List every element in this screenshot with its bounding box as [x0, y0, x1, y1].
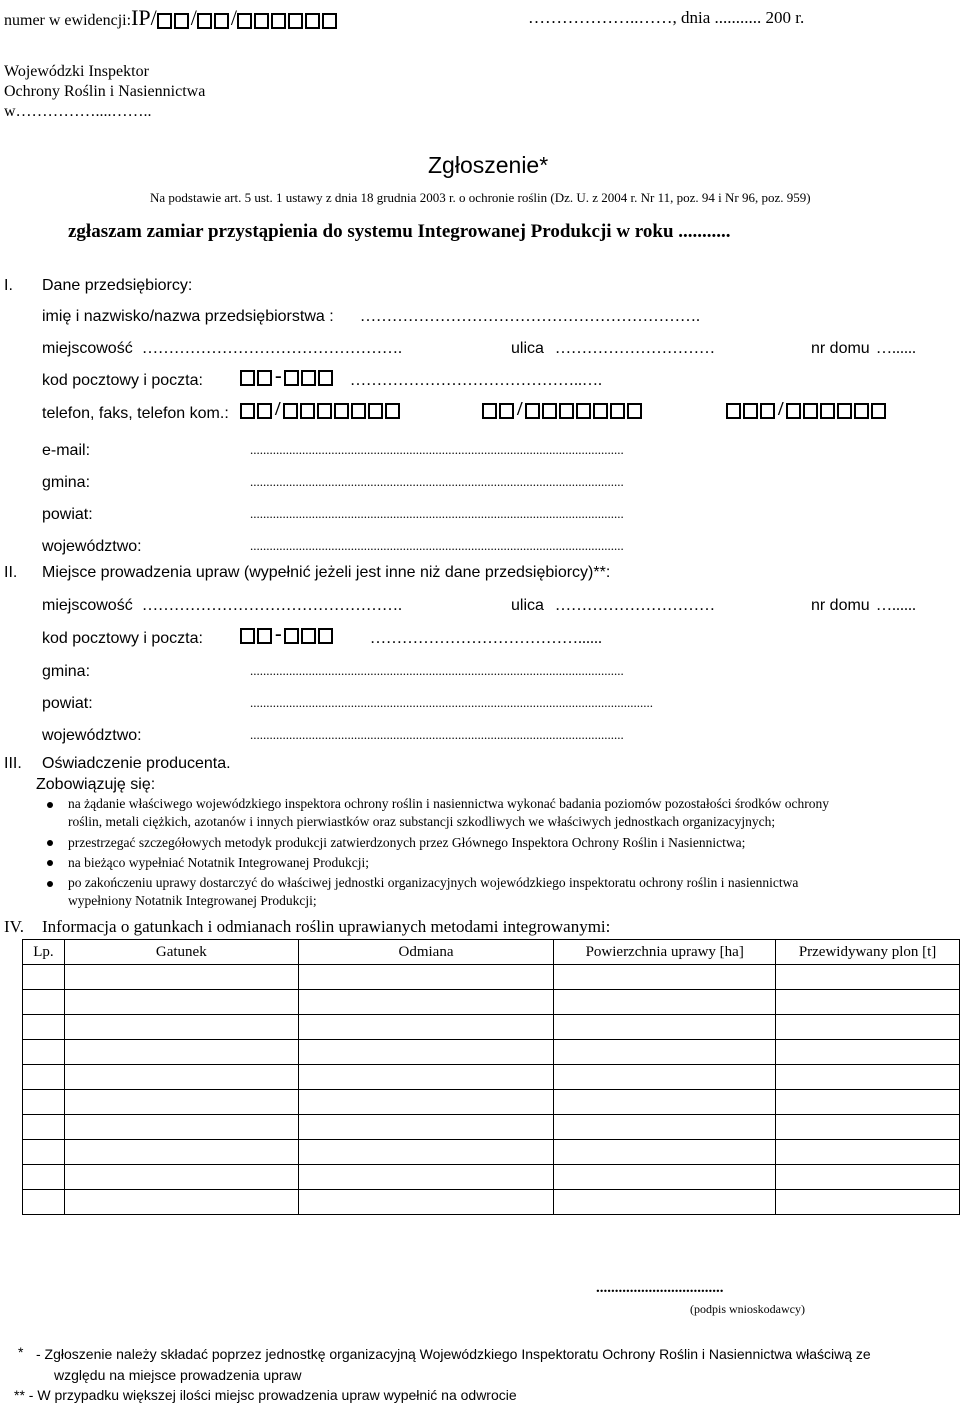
table-cell[interactable] — [776, 1190, 960, 1215]
table-cell[interactable] — [554, 1190, 776, 1215]
bullet-icon — [47, 802, 53, 808]
table-cell[interactable] — [554, 965, 776, 990]
gmina-label: gmina: — [42, 474, 91, 491]
table-cell[interactable] — [64, 1165, 298, 1190]
addressee-line2: Ochrony Roślin i Nasiennictwa — [4, 83, 206, 100]
voivodeship-label: województwo: — [42, 538, 142, 555]
evidence-boxes-3[interactable] — [237, 13, 339, 29]
table-cell[interactable] — [776, 1115, 960, 1140]
voivodeship-field[interactable]: ................................................................................................................... — [250, 538, 624, 553]
table-cell[interactable] — [64, 1115, 298, 1140]
col-species: Gatunek — [64, 940, 298, 965]
table-row — [23, 1140, 960, 1165]
table-cell[interactable] — [64, 1040, 298, 1065]
table-row — [23, 1040, 960, 1065]
table-cell[interactable] — [776, 965, 960, 990]
table-cell[interactable] — [23, 990, 65, 1015]
table-cell[interactable] — [23, 1090, 65, 1115]
evidence-boxes-1[interactable] — [157, 13, 191, 29]
table-cell[interactable] — [554, 1140, 776, 1165]
table-cell[interactable] — [554, 990, 776, 1015]
footnote1: - Zgłoszenie należy składać poprzez jednostkę organizacyjną Wojewódzkiego Inspektoratu Ochrony Roślin i Nasiennictwa właściwą ze względu na miejsce prowadzenia upraw — [36, 1346, 871, 1383]
table-row — [23, 1090, 960, 1115]
table-cell[interactable] — [23, 1190, 65, 1215]
table-cell[interactable] — [298, 1040, 554, 1065]
col-lp: Lp. — [23, 940, 65, 965]
table-cell[interactable] — [776, 1040, 960, 1065]
town-label: miejscowość — [42, 340, 133, 357]
town-field[interactable]: …………………………………………. — [142, 340, 402, 357]
table-cell[interactable] — [776, 1015, 960, 1040]
page-title: Zgłoszenie* — [428, 152, 549, 178]
footnote1-mark: * — [18, 1344, 24, 1360]
table-row — [23, 1065, 960, 1090]
email-field[interactable]: ................................................................................................................... — [250, 442, 624, 457]
powiat2-field[interactable]: ............................................................................................................................ — [250, 695, 653, 710]
col-yield: Przewidywany plon [t] — [776, 940, 960, 965]
addressee — [4, 62, 205, 122]
gmina2-field[interactable]: ................................................................................................................... — [250, 663, 624, 678]
town2-label: miejscowość — [42, 597, 133, 614]
powiat-label: powiat: — [42, 506, 93, 523]
house2-field[interactable]: …...... — [876, 597, 916, 614]
table-row — [23, 1115, 960, 1140]
table-row — [23, 1190, 960, 1215]
evidence-number: numer w ewidencji:IP/ / / — [4, 6, 339, 33]
bullet-icon — [47, 881, 53, 887]
table-row — [23, 1015, 960, 1040]
table-cell[interactable] — [64, 965, 298, 990]
town2-field[interactable]: …………………………………………. — [142, 597, 402, 614]
table-cell[interactable] — [23, 1065, 65, 1090]
table-header-row — [23, 940, 960, 965]
house2-label: nr domu — [811, 597, 870, 614]
powiat-field[interactable]: ................................................................................................................... — [250, 506, 624, 521]
section1-number: I. — [4, 277, 13, 294]
table-row — [23, 965, 960, 990]
table-row — [23, 1165, 960, 1190]
footnote2: ** - W przypadku większej ilości miejsc prowadzenia upraw wypełnić na odwrocie — [14, 1387, 517, 1403]
table-cell[interactable] — [298, 965, 554, 990]
section4-heading: Informacja o gatunkach i odmianach roślin uprawianych metodami integrowanymi: — [42, 917, 611, 936]
declaration: zgłaszam zamiar przystąpienia do systemu Integrowanej Produkcji w roku ........... — [68, 221, 731, 242]
table-cell[interactable] — [23, 1015, 65, 1040]
table-cell[interactable] — [23, 1040, 65, 1065]
table-cell[interactable] — [64, 990, 298, 1015]
table-cell[interactable] — [298, 1015, 554, 1040]
signature-caption: (podpis wnioskodawcy) — [690, 1302, 805, 1316]
section2-heading: Miejsce prowadzenia upraw (wypełnić jeżeli jest inne niż dane przedsiębiorcy)**: — [42, 564, 611, 581]
table-cell[interactable] — [64, 1065, 298, 1090]
evidence-label: numer w ewidencji: — [4, 12, 132, 29]
table-cell[interactable] — [64, 1015, 298, 1040]
addressee-line3[interactable]: w……………....…….. — [4, 103, 152, 120]
fax-field[interactable]: / — [482, 401, 644, 420]
street2-label: ulica — [511, 597, 544, 614]
table-cell[interactable] — [298, 1090, 554, 1115]
table-cell[interactable] — [554, 1015, 776, 1040]
table-cell[interactable] — [23, 1140, 65, 1165]
table-cell[interactable] — [298, 1190, 554, 1215]
table-cell[interactable] — [23, 1115, 65, 1140]
phone-field[interactable]: / — [240, 401, 402, 420]
table-cell[interactable] — [776, 990, 960, 1015]
mobile-field[interactable]: / — [726, 401, 888, 420]
post-office-field[interactable]: ……………………………………..…. — [350, 372, 602, 389]
table-cell[interactable] — [64, 1140, 298, 1165]
street-label: ulica — [511, 340, 544, 357]
commitment-label: Zobowiązuję się: — [36, 776, 156, 793]
gmina2-label: gmina: — [42, 663, 91, 680]
table-cell[interactable] — [298, 990, 554, 1015]
postal-code-field[interactable]: - — [240, 368, 335, 387]
post-office2-field[interactable]: …………………………………...... — [370, 630, 602, 647]
table-cell[interactable] — [554, 1165, 776, 1190]
commitment-item: na żądanie właściwego wojewódzkiego inspektora ochrony roślin i nasiennictwa wykonać badania poziomów pozostałości środków ochrony roślin, metali ciężkich, azotanów i innych pierwiastków oraz substancji szkodliwych we właściwych jednostkach organizacyjnych; — [68, 796, 830, 829]
table-cell[interactable] — [554, 1090, 776, 1115]
section3-number: III. — [4, 755, 22, 772]
section2-number: II. — [4, 564, 18, 581]
legal-basis: Na podstawie art. 5 ust. 1 ustawy z dnia 18 grudnia 2003 r. o ochronie roślin (Dz. U. z 2004 r. Nr 11, poz. 94 i Nr 96, poz. 959) — [150, 190, 811, 205]
date-line[interactable]: ………………..……, dnia ........... 200 r. — [528, 8, 805, 27]
table-cell[interactable] — [776, 1090, 960, 1115]
table-row — [23, 990, 960, 1015]
company-name-field[interactable]: ………………………………………………………. — [360, 308, 700, 325]
evidence-prefix: IP — [131, 5, 151, 30]
commitment-item: przestrzegać szczegółowych metodyk produkcji zatwierdzonych przez Głównego Inspektora Ochrony Roślin i Nasiennictwa; — [68, 835, 746, 850]
table-cell[interactable] — [64, 1190, 298, 1215]
table-cell[interactable] — [776, 1065, 960, 1090]
postal2-label: kod pocztowy i poczta: — [42, 630, 203, 647]
addressee-line1: Wojewódzki Inspektor — [4, 63, 149, 80]
bullet-icon — [47, 840, 53, 846]
commitment-item: na bieżąco wypełniać Notatnik Integrowanej Produkcji; — [68, 855, 370, 870]
table-cell[interactable] — [554, 1065, 776, 1090]
table-cell[interactable] — [298, 1115, 554, 1140]
section1-heading: Dane przedsiębiorcy: — [42, 277, 193, 294]
table-cell[interactable] — [64, 1090, 298, 1115]
table-cell[interactable] — [554, 1040, 776, 1065]
phone-label: telefon, faks, telefon kom.: — [42, 405, 229, 422]
commitment-item: po zakończeniu uprawy dostarczyć do właściwej jednostki organizacyjnych wojewódzkiego inspektoratu ochrony roślin i nasiennictwa wypełniony Notatnik Integrowanej Produkcji; — [68, 875, 799, 908]
crops-table — [22, 939, 960, 1215]
postal2-code-field[interactable]: - — [240, 626, 335, 645]
col-variety: Odmiana — [298, 940, 554, 965]
table-cell[interactable] — [298, 1165, 554, 1190]
voivodeship2-label: województwo: — [42, 727, 142, 744]
evidence-boxes-2[interactable] — [197, 13, 231, 29]
signature-field[interactable]: .................................. — [596, 1280, 724, 1296]
section3-heading: Oświadczenie producenta. — [42, 755, 231, 772]
email-label: e-mail: — [42, 442, 91, 459]
table-cell[interactable] — [776, 1165, 960, 1190]
table-cell[interactable] — [298, 1140, 554, 1165]
table-cell[interactable] — [554, 1115, 776, 1140]
street-field[interactable]: ………………………… — [555, 340, 715, 357]
section4-number: IV. — [4, 917, 24, 936]
powiat2-label: powiat: — [42, 695, 93, 712]
table-cell[interactable] — [298, 1065, 554, 1090]
gmina-field[interactable]: ................................................................................................................... — [250, 474, 624, 489]
table-cell[interactable] — [776, 1140, 960, 1165]
street2-field[interactable]: ………………………… — [555, 597, 715, 614]
bullet-icon — [47, 860, 53, 866]
voivodeship2-field[interactable]: ................................................................................................................... — [250, 727, 624, 742]
table-cell[interactable] — [23, 965, 65, 990]
house-label: nr domu — [811, 340, 870, 357]
postal-label: kod pocztowy i poczta: — [42, 372, 203, 389]
company-name-label: imię i nazwisko/nazwa przedsiębiorstwa : — [42, 308, 334, 325]
col-area: Powierzchnia uprawy [ha] — [554, 940, 776, 965]
table-cell[interactable] — [23, 1165, 65, 1190]
house-field[interactable]: …...... — [876, 340, 916, 357]
